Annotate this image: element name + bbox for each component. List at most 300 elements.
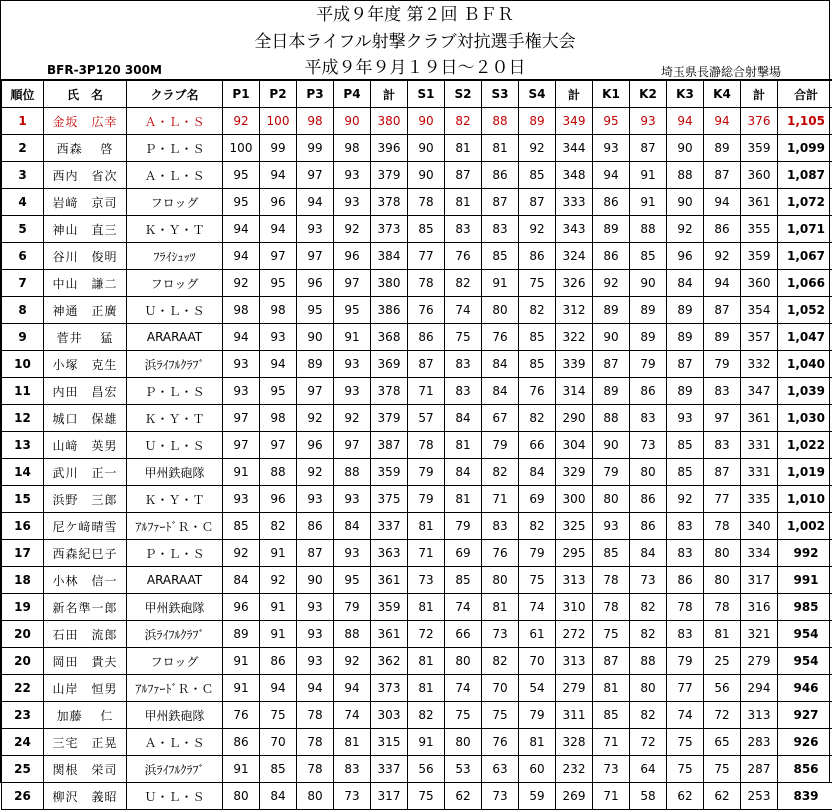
grand-total-cell: 1,087 bbox=[778, 162, 832, 189]
subtotal-cell: 347 bbox=[741, 378, 778, 405]
score-cell: 90 bbox=[667, 189, 704, 216]
club-name-cell: Ｐ・Ｌ・Ｓ bbox=[127, 540, 223, 567]
table-row bbox=[2, 486, 832, 513]
subtotal-cell: 300 bbox=[556, 486, 593, 513]
score-cell: 80 bbox=[630, 675, 667, 702]
score-cell: 82 bbox=[630, 594, 667, 621]
subtotal-cell: 368 bbox=[371, 324, 408, 351]
score-cell: 89 bbox=[704, 324, 741, 351]
subtotal-cell: 361 bbox=[371, 621, 408, 648]
grand-total-cell: 1,030 bbox=[778, 405, 832, 432]
score-cell: 82 bbox=[519, 297, 556, 324]
subtotal-cell: 331 bbox=[741, 459, 778, 486]
subtotal-cell: 349 bbox=[556, 108, 593, 135]
table-row bbox=[2, 459, 832, 486]
score-cell: 86 bbox=[408, 324, 445, 351]
score-cell: 95 bbox=[593, 108, 630, 135]
score-cell: 76 bbox=[482, 324, 519, 351]
grand-total-cell: 1,022 bbox=[778, 432, 832, 459]
column-header: S2 bbox=[445, 80, 482, 108]
score-cell: 79 bbox=[334, 594, 371, 621]
shooter-name-cell: 岩﨑 京司 bbox=[44, 189, 127, 216]
table-row bbox=[2, 729, 832, 756]
table-row bbox=[2, 351, 832, 378]
score-cell: 89 bbox=[593, 378, 630, 405]
rank-cell: 17 bbox=[2, 540, 44, 567]
rank-cell: 23 bbox=[2, 702, 44, 729]
table-row bbox=[2, 756, 832, 783]
grand-total-cell: 1,067 bbox=[778, 243, 832, 270]
score-cell: 100 bbox=[223, 135, 260, 162]
subtotal-cell: 375 bbox=[371, 486, 408, 513]
score-cell: 92 bbox=[704, 243, 741, 270]
shooter-name-cell: 内田 昌宏 bbox=[44, 378, 127, 405]
shooter-name-cell: 山岸 恒男 bbox=[44, 675, 127, 702]
score-cell: 73 bbox=[408, 567, 445, 594]
score-cell: 80 bbox=[630, 459, 667, 486]
score-cell: 56 bbox=[408, 756, 445, 783]
score-cell: 77 bbox=[408, 243, 445, 270]
score-cell: 79 bbox=[667, 648, 704, 675]
column-header: K2 bbox=[630, 80, 667, 108]
grand-total-cell: 926 bbox=[778, 729, 832, 756]
grand-total-cell: 1,072 bbox=[778, 189, 832, 216]
score-cell: 85 bbox=[593, 540, 630, 567]
subtotal-cell: 386 bbox=[371, 297, 408, 324]
subtotal-cell: 348 bbox=[556, 162, 593, 189]
score-cell: 81 bbox=[445, 486, 482, 513]
score-cell: 75 bbox=[445, 324, 482, 351]
score-cell: 89 bbox=[667, 297, 704, 324]
score-cell: 78 bbox=[704, 513, 741, 540]
rank-cell: 25 bbox=[2, 756, 44, 783]
score-cell: 83 bbox=[445, 378, 482, 405]
subtotal-cell: 361 bbox=[741, 189, 778, 216]
rank-cell: 15 bbox=[2, 486, 44, 513]
score-cell: 75 bbox=[445, 702, 482, 729]
rank-cell: 24 bbox=[2, 729, 44, 756]
score-cell: 96 bbox=[297, 270, 334, 297]
rank-cell: 20 bbox=[2, 621, 44, 648]
score-cell: 97 bbox=[334, 432, 371, 459]
score-cell: 81 bbox=[408, 648, 445, 675]
score-cell: 69 bbox=[445, 540, 482, 567]
score-cell: 75 bbox=[260, 702, 297, 729]
score-cell: 78 bbox=[297, 729, 334, 756]
column-header-row bbox=[2, 80, 832, 108]
column-header: P1 bbox=[223, 80, 260, 108]
score-cell: 91 bbox=[223, 459, 260, 486]
score-cell: 94 bbox=[593, 162, 630, 189]
season-title: 平成９年度 第２回 ＢＦＲ bbox=[1, 5, 829, 25]
score-cell: 84 bbox=[445, 459, 482, 486]
subtotal-cell: 311 bbox=[556, 702, 593, 729]
subtotal-cell: 317 bbox=[741, 567, 778, 594]
score-cell: 76 bbox=[482, 729, 519, 756]
subtotal-cell: 343 bbox=[556, 216, 593, 243]
score-cell: 83 bbox=[445, 351, 482, 378]
rank-cell: 18 bbox=[2, 567, 44, 594]
score-cell: 76 bbox=[408, 297, 445, 324]
subtotal-cell: 363 bbox=[371, 540, 408, 567]
score-cell: 78 bbox=[667, 594, 704, 621]
score-cell: 93 bbox=[593, 135, 630, 162]
score-cell: 73 bbox=[593, 756, 630, 783]
table-row bbox=[2, 189, 832, 216]
score-cell: 86 bbox=[593, 189, 630, 216]
score-cell: 94 bbox=[297, 675, 334, 702]
subtotal-cell: 321 bbox=[741, 621, 778, 648]
score-cell: 89 bbox=[704, 135, 741, 162]
subtotal-cell: 337 bbox=[371, 756, 408, 783]
event-code: BFR-3P120 300M bbox=[47, 63, 162, 77]
score-cell: 98 bbox=[297, 108, 334, 135]
grand-total-cell: 992 bbox=[778, 540, 832, 567]
score-cell: 92 bbox=[223, 540, 260, 567]
score-cell: 85 bbox=[593, 702, 630, 729]
club-name-cell: Ｐ・Ｌ・Ｓ bbox=[127, 135, 223, 162]
score-cell: 86 bbox=[223, 729, 260, 756]
score-cell: 70 bbox=[260, 729, 297, 756]
subtotal-cell: 314 bbox=[556, 378, 593, 405]
score-cell: 92 bbox=[667, 216, 704, 243]
score-cell: 80 bbox=[445, 729, 482, 756]
column-header: 計 bbox=[741, 80, 778, 108]
subtotal-cell: 337 bbox=[371, 513, 408, 540]
score-cell: 77 bbox=[667, 675, 704, 702]
results-table bbox=[1, 79, 832, 810]
score-cell: 70 bbox=[482, 675, 519, 702]
score-cell: 74 bbox=[334, 702, 371, 729]
table-row bbox=[2, 405, 832, 432]
score-cell: 83 bbox=[667, 540, 704, 567]
subtotal-cell: 335 bbox=[741, 486, 778, 513]
subtotal-cell: 396 bbox=[371, 135, 408, 162]
table-row bbox=[2, 540, 832, 567]
score-cell: 82 bbox=[408, 702, 445, 729]
rank-cell: 20 bbox=[2, 648, 44, 675]
score-cell: 94 bbox=[223, 243, 260, 270]
score-cell: 80 bbox=[445, 648, 482, 675]
column-header: クラブ名 bbox=[127, 80, 223, 108]
shooter-name-cell: 尼ケ﨑晴雪 bbox=[44, 513, 127, 540]
score-cell: 93 bbox=[297, 594, 334, 621]
grand-total-cell: 1,052 bbox=[778, 297, 832, 324]
score-cell: 94 bbox=[260, 675, 297, 702]
score-cell: 87 bbox=[630, 135, 667, 162]
score-cell: 85 bbox=[482, 243, 519, 270]
score-cell: 86 bbox=[482, 162, 519, 189]
rank-cell: 14 bbox=[2, 459, 44, 486]
score-cell: 99 bbox=[260, 135, 297, 162]
score-cell: 93 bbox=[593, 513, 630, 540]
shooter-name-cell: 浜野 三郎 bbox=[44, 486, 127, 513]
subtotal-cell: 272 bbox=[556, 621, 593, 648]
score-cell: 91 bbox=[482, 270, 519, 297]
score-cell: 77 bbox=[704, 486, 741, 513]
score-cell: 86 bbox=[704, 216, 741, 243]
score-cell: 79 bbox=[519, 540, 556, 567]
score-cell: 85 bbox=[408, 216, 445, 243]
table-row bbox=[2, 297, 832, 324]
score-cell: 78 bbox=[593, 567, 630, 594]
club-name-cell: Ｕ・Ｌ・Ｓ bbox=[127, 783, 223, 810]
subtotal-cell: 316 bbox=[741, 594, 778, 621]
score-cell: 92 bbox=[297, 405, 334, 432]
score-cell: 66 bbox=[519, 432, 556, 459]
subtotal-cell: 361 bbox=[741, 405, 778, 432]
score-cell: 92 bbox=[260, 567, 297, 594]
score-cell: 78 bbox=[297, 702, 334, 729]
score-cell: 94 bbox=[260, 216, 297, 243]
score-cell: 75 bbox=[519, 270, 556, 297]
score-cell: 74 bbox=[667, 702, 704, 729]
score-cell: 83 bbox=[482, 216, 519, 243]
score-cell: 83 bbox=[704, 432, 741, 459]
score-cell: 85 bbox=[519, 162, 556, 189]
score-cell: 81 bbox=[519, 729, 556, 756]
score-cell: 91 bbox=[223, 648, 260, 675]
score-cell: 74 bbox=[445, 594, 482, 621]
table-row bbox=[2, 567, 832, 594]
score-cell: 93 bbox=[667, 405, 704, 432]
score-cell: 69 bbox=[519, 486, 556, 513]
score-cell: 86 bbox=[630, 513, 667, 540]
score-cell: 95 bbox=[260, 378, 297, 405]
shooter-name-cell: 山﨑 英男 bbox=[44, 432, 127, 459]
score-cell: 93 bbox=[334, 540, 371, 567]
table-row bbox=[2, 108, 832, 135]
score-cell: 75 bbox=[667, 729, 704, 756]
score-cell: 90 bbox=[297, 567, 334, 594]
subtotal-cell: 329 bbox=[556, 459, 593, 486]
score-cell: 90 bbox=[408, 135, 445, 162]
subtotal-cell: 354 bbox=[741, 297, 778, 324]
score-cell: 70 bbox=[519, 648, 556, 675]
subtotal-cell: 339 bbox=[556, 351, 593, 378]
score-cell: 82 bbox=[445, 108, 482, 135]
club-name-cell: ﾌﾗｲｼｭｯﾂ bbox=[127, 243, 223, 270]
rank-cell: 2 bbox=[2, 135, 44, 162]
score-cell: 97 bbox=[260, 432, 297, 459]
score-cell: 96 bbox=[260, 189, 297, 216]
score-cell: 74 bbox=[519, 594, 556, 621]
score-cell: 95 bbox=[297, 297, 334, 324]
subtotal-cell: 232 bbox=[556, 756, 593, 783]
score-cell: 61 bbox=[519, 621, 556, 648]
score-cell: 83 bbox=[482, 513, 519, 540]
score-cell: 84 bbox=[334, 513, 371, 540]
score-cell: 65 bbox=[704, 729, 741, 756]
score-cell: 90 bbox=[593, 432, 630, 459]
table-row bbox=[2, 675, 832, 702]
score-cell: 89 bbox=[667, 378, 704, 405]
score-cell: 85 bbox=[667, 459, 704, 486]
score-cell: 93 bbox=[334, 162, 371, 189]
score-cell: 97 bbox=[223, 405, 260, 432]
rank-cell: 5 bbox=[2, 216, 44, 243]
score-cell: 60 bbox=[519, 756, 556, 783]
rank-cell: 22 bbox=[2, 675, 44, 702]
score-cell: 97 bbox=[297, 378, 334, 405]
score-cell: 95 bbox=[260, 270, 297, 297]
score-cell: 90 bbox=[297, 324, 334, 351]
club-name-cell: フロッグ bbox=[127, 648, 223, 675]
score-cell: 95 bbox=[334, 297, 371, 324]
score-cell: 74 bbox=[445, 297, 482, 324]
event-date: 平成９年９月１９日～２０日 bbox=[1, 58, 829, 78]
grand-total-cell: 1,010 bbox=[778, 486, 832, 513]
score-cell: 54 bbox=[519, 675, 556, 702]
score-cell: 73 bbox=[482, 783, 519, 810]
column-header: 氏 名 bbox=[44, 80, 127, 108]
club-name-cell: Ｋ・Ｙ・Ｔ bbox=[127, 216, 223, 243]
score-cell: 88 bbox=[630, 648, 667, 675]
subtotal-cell: 379 bbox=[371, 405, 408, 432]
subtotal-cell: 324 bbox=[556, 243, 593, 270]
shooter-name-cell: 石田 流郎 bbox=[44, 621, 127, 648]
subtotal-cell: 290 bbox=[556, 405, 593, 432]
score-cell: 66 bbox=[445, 621, 482, 648]
club-name-cell: 浜ﾗｲﾌﾙｸﾗﾌﾞ bbox=[127, 756, 223, 783]
score-cell: 92 bbox=[519, 135, 556, 162]
score-cell: 80 bbox=[593, 486, 630, 513]
shooter-name-cell: 菅井 猛 bbox=[44, 324, 127, 351]
score-cell: 87 bbox=[482, 189, 519, 216]
score-cell: 56 bbox=[704, 675, 741, 702]
score-cell: 82 bbox=[482, 648, 519, 675]
score-cell: 90 bbox=[408, 108, 445, 135]
score-cell: 92 bbox=[334, 648, 371, 675]
club-name-cell: Ｕ・Ｌ・Ｓ bbox=[127, 432, 223, 459]
score-cell: 92 bbox=[223, 270, 260, 297]
grand-total-cell: 954 bbox=[778, 621, 832, 648]
score-cell: 89 bbox=[630, 324, 667, 351]
rank-cell: 9 bbox=[2, 324, 44, 351]
score-cell: 62 bbox=[704, 783, 741, 810]
score-cell: 86 bbox=[593, 243, 630, 270]
subtotal-cell: 355 bbox=[741, 216, 778, 243]
subtotal-cell: 312 bbox=[556, 297, 593, 324]
subtotal-cell: 331 bbox=[741, 432, 778, 459]
score-cell: 53 bbox=[445, 756, 482, 783]
score-cell: 84 bbox=[482, 378, 519, 405]
table-row bbox=[2, 135, 832, 162]
subtotal-cell: 279 bbox=[741, 648, 778, 675]
score-cell: 92 bbox=[519, 216, 556, 243]
subtotal-cell: 326 bbox=[556, 270, 593, 297]
subtotal-cell: 378 bbox=[371, 378, 408, 405]
score-cell: 100 bbox=[260, 108, 297, 135]
subtotal-cell: 380 bbox=[371, 270, 408, 297]
score-cell: 75 bbox=[704, 756, 741, 783]
score-cell: 81 bbox=[445, 189, 482, 216]
score-cell: 62 bbox=[445, 783, 482, 810]
score-cell: 84 bbox=[445, 405, 482, 432]
subtotal-cell: 303 bbox=[371, 702, 408, 729]
score-cell: 81 bbox=[482, 135, 519, 162]
score-cell: 96 bbox=[334, 243, 371, 270]
table-row bbox=[2, 378, 832, 405]
score-cell: 79 bbox=[482, 432, 519, 459]
score-cell: 86 bbox=[630, 486, 667, 513]
subtotal-cell: 334 bbox=[741, 540, 778, 567]
score-cell: 92 bbox=[334, 216, 371, 243]
score-cell: 86 bbox=[667, 567, 704, 594]
score-cell: 91 bbox=[223, 756, 260, 783]
club-name-cell: 甲州鉄砲隊 bbox=[127, 702, 223, 729]
club-name-cell: ｱﾙﾌｧｰﾄﾞＲ・Ｃ bbox=[127, 675, 223, 702]
score-cell: 93 bbox=[223, 378, 260, 405]
score-cell: 75 bbox=[519, 567, 556, 594]
score-cell: 75 bbox=[482, 702, 519, 729]
subtotal-cell: 253 bbox=[741, 783, 778, 810]
score-cell: 79 bbox=[704, 351, 741, 378]
score-cell: 89 bbox=[593, 216, 630, 243]
subtotal-cell: 359 bbox=[371, 459, 408, 486]
score-cell: 80 bbox=[297, 783, 334, 810]
score-cell: 71 bbox=[482, 486, 519, 513]
shooter-name-cell: 神山 直三 bbox=[44, 216, 127, 243]
score-cell: 81 bbox=[482, 594, 519, 621]
shooter-name-cell: 西森紀巳子 bbox=[44, 540, 127, 567]
grand-total-cell: 1,002 bbox=[778, 513, 832, 540]
score-cell: 87 bbox=[704, 459, 741, 486]
shooter-name-cell: 三宅 正晃 bbox=[44, 729, 127, 756]
club-name-cell: 浜ﾗｲﾌﾙｸﾗﾌﾞ bbox=[127, 621, 223, 648]
subtotal-cell: 315 bbox=[371, 729, 408, 756]
score-cell: 87 bbox=[593, 351, 630, 378]
score-cell: 94 bbox=[297, 189, 334, 216]
rank-cell: 8 bbox=[2, 297, 44, 324]
score-cell: 74 bbox=[445, 675, 482, 702]
score-cell: 90 bbox=[334, 108, 371, 135]
shooter-name-cell: 金坂 広幸 bbox=[44, 108, 127, 135]
subtotal-cell: 359 bbox=[371, 594, 408, 621]
subtotal-cell: 376 bbox=[741, 108, 778, 135]
score-cell: 86 bbox=[297, 513, 334, 540]
grand-total-cell: 1,105 bbox=[778, 108, 832, 135]
subtotal-cell: 360 bbox=[741, 270, 778, 297]
score-cell: 97 bbox=[223, 432, 260, 459]
subtotal-cell: 325 bbox=[556, 513, 593, 540]
grand-total-cell: 1,019 bbox=[778, 459, 832, 486]
subtotal-cell: 313 bbox=[556, 567, 593, 594]
score-cell: 81 bbox=[704, 621, 741, 648]
score-cell: 94 bbox=[334, 675, 371, 702]
score-cell: 93 bbox=[297, 621, 334, 648]
score-cell: 84 bbox=[223, 567, 260, 594]
club-name-cell: ｱﾙﾌｧｰﾄﾞＲ・Ｃ bbox=[127, 513, 223, 540]
score-cell: 93 bbox=[334, 351, 371, 378]
table-row bbox=[2, 432, 832, 459]
score-cell: 97 bbox=[704, 405, 741, 432]
score-cell: 94 bbox=[223, 216, 260, 243]
score-cell: 75 bbox=[667, 756, 704, 783]
score-cell: 88 bbox=[667, 162, 704, 189]
score-cell: 94 bbox=[704, 108, 741, 135]
score-cell: 78 bbox=[408, 432, 445, 459]
score-cell: 84 bbox=[667, 270, 704, 297]
score-cell: 87 bbox=[297, 540, 334, 567]
score-cell: 91 bbox=[630, 162, 667, 189]
score-cell: 79 bbox=[630, 351, 667, 378]
table-row bbox=[2, 324, 832, 351]
score-cell: 81 bbox=[408, 513, 445, 540]
shooter-name-cell: 谷川 俊明 bbox=[44, 243, 127, 270]
score-cell: 82 bbox=[482, 459, 519, 486]
score-cell: 82 bbox=[630, 621, 667, 648]
